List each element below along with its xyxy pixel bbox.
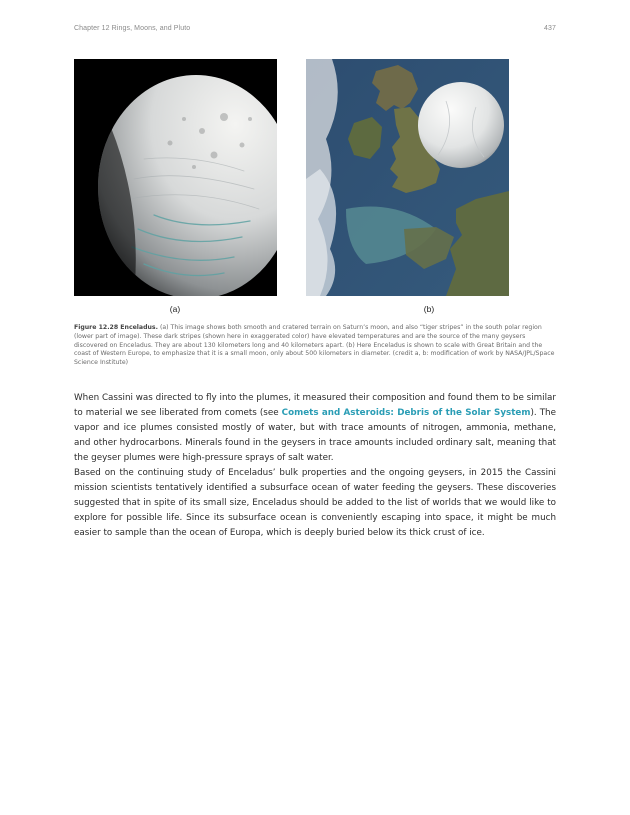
body-paragraph-1	[74, 391, 556, 466]
body-paragraph-2: Based on the continuing study of Enceladus’ bulk properties and the ongoing geysers, in 2015 the Cassini mission scientists tentatively identified a subsurface ocean of water feeding the geysers. These discoveries suggested that in spite of its small size, Enceladus should be added to the list of worlds that we would like to explore for possible life. Since its subsurface ocean is conveniently escaping into space, it might be much easier to sample than the ocean of Europa, which is deeply buried below its thick crust of ice.	[74, 468, 556, 538]
figure-label-b: (b)	[423, 304, 435, 314]
figure-number: Figure 12.28 Enceladus.	[74, 324, 158, 331]
para1-text-before: When Cassini was directed to fly into the plumes, it measured their composition and found them to be similar to material we see liberated from comets (see	[74, 393, 556, 418]
running-head	[74, 25, 556, 37]
figure-label-a: (a)	[169, 304, 181, 314]
enceladus-scale-image	[306, 59, 509, 296]
chapter-title: Chapter 12 Rings, Moons, and Pluto	[74, 25, 191, 32]
enceladus-closeup-image	[74, 59, 277, 296]
page-number: 437	[544, 25, 556, 32]
comets-asteroids-link[interactable]: Comets and Asteroids: Debris of the Solar System	[281, 408, 531, 418]
figure-caption-text: (a) This image shows both smooth and cratered terrain on Saturn’s moon, and also “tiger stripes” in the south polar region (lower part of image). These dark stripes (shown here in exaggerated color) have elevated temperatures and are the source of the many geysers discovered on Enceladus. They are about 130 kilometers long and 40 kilometers apart. (b) Here Enceladus is shown to scale with Great Britain and the coast of Western Europe, to emphasize that it is a small moon, only about 500 kilometers in diameter. (credit a, b: modification of work by NASA/JPL/Space Science Institute)	[74, 324, 555, 367]
figure-caption	[74, 324, 556, 368]
para1-text-after: ). The vapor and ice plumes consisted mostly of water, but with trace amounts of nitrogen, ammonia, methane, and other hydrocarbons. Minerals found in the geysers in trace amounts included ordinary salt, meaning that the geyser plumes were high-pressure sprays of salt water.	[74, 408, 556, 463]
